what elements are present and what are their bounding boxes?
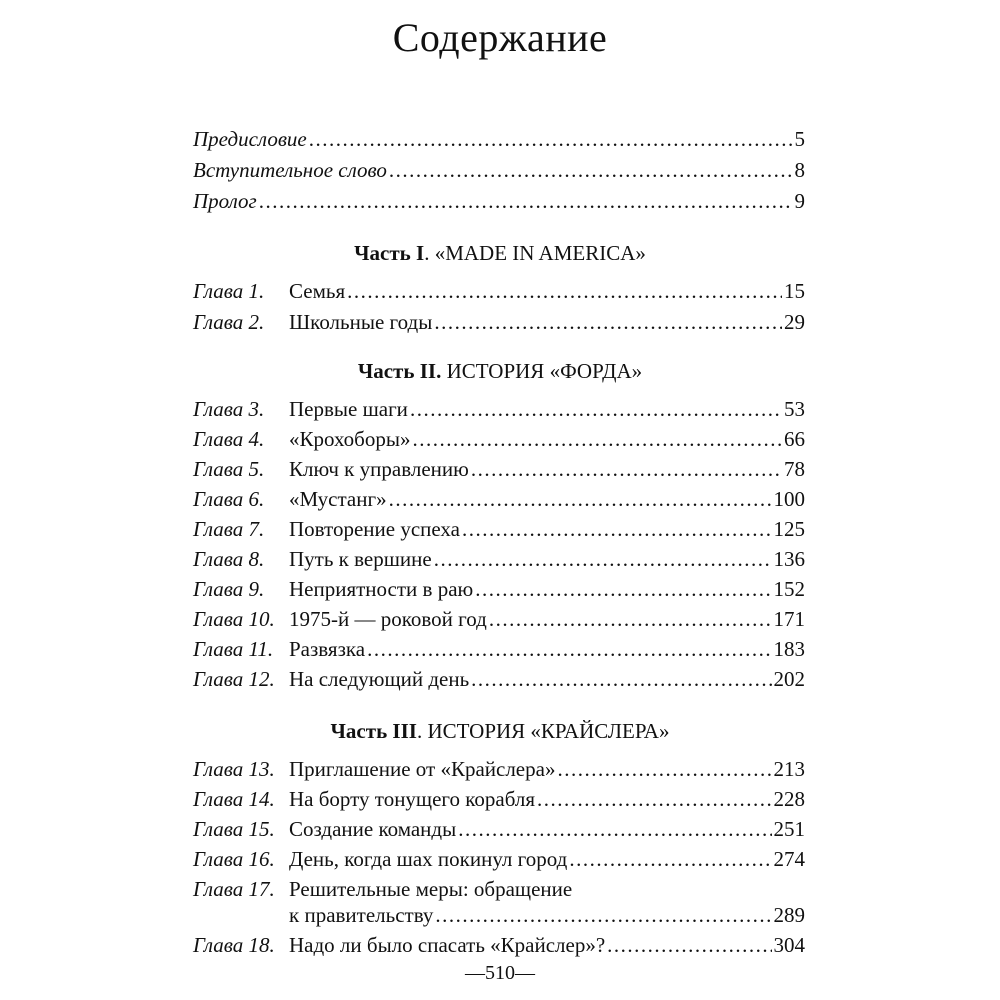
toc-chapter [193,278,805,304]
dot-leader [569,846,771,872]
chapter-label: Глава 18. [193,933,275,957]
chapter-title: Надо ли было спасать «Крайслер»? [289,933,606,957]
chapter-label: Глава 2. [193,310,265,334]
part-heading-2 [0,358,1000,384]
part-heading-1 [0,240,1000,266]
toc-chapter [193,576,805,602]
page-number: 183 [773,637,805,661]
dot-leader [412,426,782,452]
page-number: 8 [794,158,805,182]
chapter-label: Глава 7. [193,517,265,541]
dot-leader [435,902,771,928]
dot-leader [259,188,793,214]
chapter-label: Глава 11. [193,637,274,661]
toc-chapter [193,486,805,512]
chapter-title: Приглашение от «Крайслера» [289,757,556,781]
chapter-title: На следующий день [289,667,470,691]
page-number: 66 [784,427,805,451]
part-label: Часть III [330,719,417,743]
chapter-label: Глава 6. [193,487,265,511]
toc-chapter [193,516,805,542]
dot-leader [347,278,782,304]
chapter-label: Глава 12. [193,667,275,691]
page-number: 78 [784,457,805,481]
page-number: 228 [773,787,805,811]
dot-leader [410,396,782,422]
dot-leader [537,786,771,812]
chapter-label: Глава 5. [193,457,265,481]
toc-chapter [193,456,805,482]
page-number: 251 [773,817,805,841]
chapter-title: «Крохоборы» [289,427,411,451]
entry-title: Предисловие [193,127,307,151]
part-label: Часть II. [357,359,442,383]
page-number: 100 [773,487,805,511]
chapter-label: Глава 8. [193,547,265,571]
page-number: 136 [773,547,805,571]
toc-chapter-continuation [193,902,805,928]
toc-chapter [193,606,805,632]
page-number: 15 [784,279,805,303]
dot-leader [389,486,772,512]
chapter-title: «Мустанг» [289,487,387,511]
chapter-title: День, когда шах покинул город [289,847,568,871]
page-number: 304 [773,933,805,957]
chapter-title: Повторение успеха [289,517,460,541]
chapter-label: Глава 4. [193,427,265,451]
toc-entry-introduction [193,157,805,183]
dot-leader [389,157,793,183]
part-heading-3 [0,718,1000,744]
entry-title: Пролог [193,189,257,213]
dot-leader [475,576,771,602]
toc-chapter [193,786,805,812]
page-number: 202 [773,667,805,691]
chapter-label: Глава 17. [193,877,275,901]
dot-leader [434,546,772,572]
toc-chapter [193,846,805,872]
page-number: 274 [773,847,805,871]
page-number: 9 [794,189,805,213]
chapter-title: Ключ к управлению [289,457,469,481]
toc-chapter [193,666,805,692]
chapter-label: Глава 13. [193,757,275,781]
dot-leader [462,516,772,542]
page-number: 29 [784,310,805,334]
toc-chapter [193,426,805,452]
page-footer-number: —510— [465,962,535,984]
toc-chapter [193,876,805,902]
page-number: 171 [773,607,805,631]
chapter-title: Школьные годы [289,310,433,334]
part-name: ИСТОРИЯ «ФОРДА» [441,359,643,383]
dot-leader [367,636,771,662]
toc-chapter [193,932,805,958]
page-number: 213 [773,757,805,781]
page-title: Содержание [392,15,608,60]
page-number: 289 [773,903,805,927]
chapter-title: Семья [289,279,346,303]
toc-entry-preface [193,126,805,152]
chapter-label: Глава 9. [193,577,265,601]
chapter-title-continued: к правительству [289,903,434,927]
page-number: 5 [794,127,805,151]
dot-leader [489,606,772,632]
chapter-title: Решительные меры: обращение [289,877,573,901]
toc-chapter [193,309,805,335]
page-number: 125 [773,517,805,541]
chapter-title: Неприятности в раю [289,577,474,601]
toc-chapter [193,546,805,572]
dot-leader [434,309,782,335]
chapter-title: На борту тонущего корабля [289,787,536,811]
part-name: . «MADE IN AMERICA» [424,241,646,265]
chapter-title: 1975-й — роковой год [289,607,487,631]
dot-leader [309,126,793,152]
toc-entry-prologue [193,188,805,214]
toc-chapter [193,756,805,782]
dot-leader [557,756,771,782]
dot-leader [471,456,782,482]
chapter-label: Глава 15. [193,817,275,841]
page-number: 152 [773,577,805,601]
toc-chapter [193,396,805,422]
toc-chapter [193,816,805,842]
part-label: Часть I [354,241,425,265]
chapter-label: Глава 1. [193,279,265,303]
chapter-title: Первые шаги [289,397,408,421]
chapter-title: Создание команды [289,817,457,841]
chapter-label: Глава 14. [193,787,275,811]
chapter-label: Глава 10. [193,607,275,631]
dot-leader [471,666,771,692]
chapter-title: Путь к вершине [289,547,432,571]
entry-title: Вступительное слово [193,158,387,182]
chapter-label: Глава 3. [193,397,265,421]
dot-leader [458,816,771,842]
toc-chapter [193,636,805,662]
chapter-label: Глава 16. [193,847,275,871]
dot-leader [607,932,771,958]
page-number: 53 [784,397,805,421]
part-name: . ИСТОРИЯ «КРАЙСЛЕРА» [416,719,670,743]
chapter-title: Развязка [289,637,366,661]
